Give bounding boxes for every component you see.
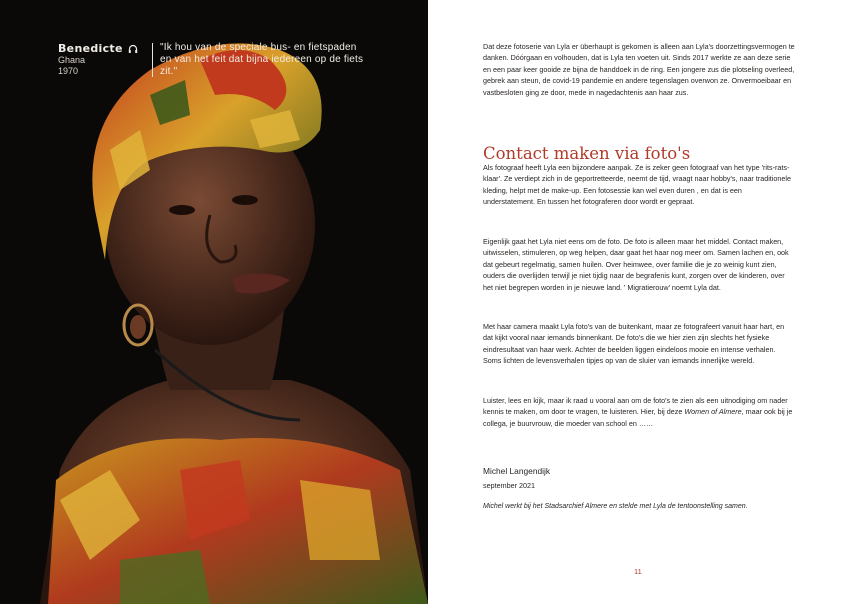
quote-divider — [152, 43, 153, 77]
paragraph-1-text: Als fotograaf heeft Lyla een bijzondere aanpak. Ze is zeker geen fotograaf van het type 'rits-rats-klaar'. Ze verdiept zich in de geportretteerde, neemt de tijd, vraagt naar hobby's, naar traditionele kleding, helpt met de make-up. Een fotosessie kan wel even duren , en dat is een understatement. En tussen het fotograferen door wordt er gepraat. — [483, 163, 791, 207]
subject-quote: "Ik hou van de speciale bus- en fietspaden en van het feit dat bijna iedereen op de fiets zit." — [160, 42, 364, 77]
name-row — [58, 42, 138, 55]
paragraph-2 — [483, 236, 795, 293]
paragraph-4 — [483, 395, 795, 429]
subject-country: Ghana — [58, 55, 86, 65]
intro-text: Dat deze fotoserie van Lyla er überhaupt is gekomen is alleen aan Lyla's doorzettingsvermogen te danken. Dóórgaan en volhouden, dat is Lyla ten voeten uit. Sinds 2017 werkte ze aan deze serie en een paar keer gooide ze bijna de handdoek in de ring. Een jongere zus die plotseling overleed, gebrek aan steun, de covid-19 pandemie en andere tegenslagen overwon ze. Onvermoeibaar en vastbesloten ging ze door, mede in nagedachtenis aan haar zus. — [483, 42, 795, 97]
paragraph-3-text: Met haar camera maakt Lyla foto's van de buitenkant, maar ze fotografeert vanuit haar hart, en dat kijkt vooral naar iemands binnenkant. De foto's die we hier zien zijn slechts het fysieke eindresultaat van haar werk. Achter de beelden liggen eindeloos mooie en intense verhalen. Soms lichten de levensverhalen tipjes op van de sluier van iemands innerlijke wereld. — [483, 322, 785, 366]
section-heading: Contact maken via foto's — [483, 143, 691, 163]
paragraph-4-part-b: , maar ook bij je collega, je buurvrouw, die moeder van school en …… — [483, 407, 793, 428]
headphones-icon — [128, 44, 138, 54]
article-page — [428, 0, 851, 604]
author-note: Michel werkt bij het Stadsarchief Almere en stelde met Lyla de tentoonstelling samen. — [483, 503, 748, 510]
paragraph-4-text — [483, 395, 795, 429]
paragraph-2-text: Eigenlijk gaat het Lyla niet eens om de foto. De foto is alleen maar het middel. Contact maken, uitwisselen, stimuleren, op weg helpen, daar gaat het haar nog meer om. Samen lachen en, ook dat gebeurt regelmatig, samen huilen. Over heimwee, over familie die je zo weinig kunt zien, ouders die overlijden terwijl je niet tijdig naar de begrafenis kunt, zorgen over de kinderen, over het niet begrepen worden in je nieuwe land. ' Migratierouw' noemt Lyla dat. — [483, 237, 789, 292]
portrait-caption — [58, 42, 138, 77]
subject-name: Benedicte — [58, 42, 123, 55]
subject-year: 1970 — [58, 66, 79, 76]
paragraph-3 — [483, 321, 795, 367]
article-date: september 2021 — [483, 481, 535, 490]
exhibition-title: Women of Almere — [684, 407, 742, 417]
paragraph-1 — [483, 162, 795, 208]
intro-paragraph — [483, 41, 795, 98]
paragraph-4-part-a: Luister, lees en kijk, maar ik raad u vooral aan om de foto's te zien als een uitnodiging om nader kennis te maken, om door te vragen, te luisteren. Hier, bij deze — [483, 396, 788, 417]
page-number: 11 — [634, 567, 642, 576]
author-name: Michel Langendijk — [483, 466, 551, 476]
